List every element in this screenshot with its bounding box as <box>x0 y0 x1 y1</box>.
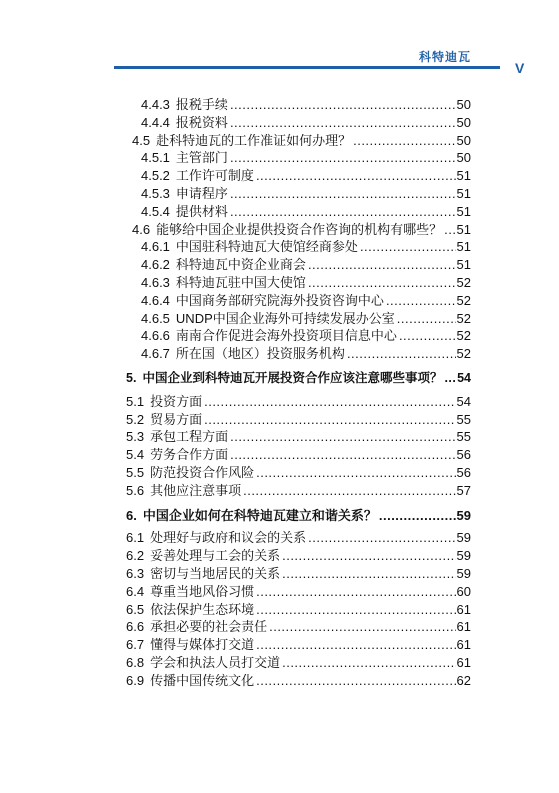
toc-entry-label <box>126 464 254 482</box>
toc-entry-number: 6.1 <box>126 530 145 546</box>
toc-entry-label <box>141 327 397 345</box>
toc-entry-number: 6.8 <box>126 654 145 670</box>
toc-entry <box>126 547 471 565</box>
toc-entry-title: 能够给中国企业提供投资合作咨询的机构有哪些？ <box>156 221 443 237</box>
toc-entry-number: 4.6.3 <box>141 274 170 290</box>
toc-entry-title: 报税资料 <box>175 114 228 130</box>
toc-entry-title: 所在国（地区）投资服务机构 <box>175 346 345 362</box>
toc-entry-number: 6.2 <box>126 548 145 564</box>
toc-leader-dots <box>256 672 455 690</box>
toc-leader-dots <box>397 310 456 328</box>
toc-entry <box>126 345 471 363</box>
toc-entry-label <box>126 547 280 565</box>
toc-entry <box>126 238 471 256</box>
toc-entry-label <box>141 114 228 132</box>
toc-chapter-entry <box>126 507 471 525</box>
toc-leader-dots <box>230 446 455 464</box>
toc-leader-dots <box>308 256 456 274</box>
toc-entry-label <box>141 274 306 292</box>
toc-entry-title: 其他应注意事项 <box>150 482 242 498</box>
toc-leader-dots <box>353 132 455 150</box>
toc-leader-dots <box>386 292 456 310</box>
toc-page-number: 50 <box>456 132 471 148</box>
toc-leader-dots <box>282 547 455 565</box>
toc-entry <box>126 446 471 464</box>
toc-entry-title: 投资方面 <box>150 393 203 409</box>
toc-chapter-entry <box>126 370 471 388</box>
toc-entry-label <box>126 565 280 583</box>
toc-entry-title: 密切与当地居民的关系 <box>150 565 281 581</box>
running-header-title: 科特迪瓦 <box>418 50 471 64</box>
toc-leader-dots <box>308 529 455 547</box>
toc-leader-dots <box>204 411 455 429</box>
toc-entry <box>126 96 471 114</box>
toc-entry <box>126 292 471 310</box>
toc-leader-dots <box>243 482 455 500</box>
toc-page-number: 59 <box>456 530 471 546</box>
toc-page-number: 51 <box>456 168 471 184</box>
toc-leader-dots <box>399 327 456 345</box>
toc-entry-label <box>126 529 306 547</box>
toc-entry-title: 报税手续 <box>175 97 228 112</box>
toc-leader-dots <box>282 654 455 672</box>
toc-entry-title: 懂得与媒体打交道 <box>150 637 255 653</box>
toc-entry-label <box>126 507 377 525</box>
toc-entry-label <box>141 167 254 185</box>
toc-entry-label <box>126 411 202 429</box>
toc-entry-label <box>126 482 241 500</box>
toc-entry-title: 科特迪瓦驻中国大使馆 <box>175 274 306 290</box>
toc-leader-dots <box>230 114 456 132</box>
toc-leader-dots <box>230 149 456 167</box>
toc-entry-label <box>132 132 351 150</box>
toc-entry <box>126 411 471 429</box>
toc-entry <box>126 132 471 150</box>
toc-leader-dots <box>360 238 456 256</box>
toc-page-number: 51 <box>456 239 471 255</box>
toc-page-number: 56 <box>456 447 471 463</box>
toc-entry-number: 4.5.2 <box>141 168 170 184</box>
toc-entry-title: 赴科特迪瓦的工作准证如何办理？ <box>156 132 352 148</box>
toc-entry-title: 承担必要的社会责任 <box>150 619 268 635</box>
toc-page-number: 50 <box>456 97 471 112</box>
toc-entry-number: 5.1 <box>126 393 145 409</box>
toc-page-number: 51 <box>456 203 471 219</box>
toc-page-number: 56 <box>456 464 471 480</box>
toc-entry-number: 4.6 <box>132 221 151 237</box>
toc-entry <box>126 482 471 500</box>
toc-entry-title: 处理好与政府和议会的关系 <box>150 530 307 546</box>
toc-page-number: 59 <box>456 565 471 581</box>
toc-entry-number: 6.5 <box>126 601 145 617</box>
toc-page-number: 52 <box>456 328 471 344</box>
toc-entry-label <box>126 446 228 464</box>
toc-page-number: 50 <box>456 150 471 166</box>
toc-page-number: 59 <box>456 548 471 564</box>
toc-entry-title: 承包工程方面 <box>150 429 229 445</box>
toc-entry-title: 申请程序 <box>175 185 228 201</box>
toc-entry-number: 4.6.2 <box>141 257 170 273</box>
toc-page-number: 61 <box>456 637 471 653</box>
toc-leader-dots <box>308 274 456 292</box>
toc-entry-number: 5.6 <box>126 482 145 498</box>
toc-leader-dots <box>444 221 455 239</box>
toc-entry <box>126 393 471 411</box>
toc-page-number: 62 <box>456 672 471 688</box>
toc-leader-dots <box>256 636 455 654</box>
table-of-contents <box>126 96 471 690</box>
toc-entry <box>126 185 471 203</box>
toc-entry-title: 依法保护生态环境 <box>150 601 255 617</box>
toc-page-number: 61 <box>456 601 471 617</box>
toc-entry-number: 4.5.1 <box>141 150 170 166</box>
toc-entry-title: 贸易方面 <box>150 411 203 427</box>
toc-leader-dots <box>256 464 455 482</box>
toc-page-number: 51 <box>456 257 471 273</box>
toc-entry-number: 4.4.4 <box>141 114 170 130</box>
toc-page-number: 59 <box>456 507 471 523</box>
toc-entry-number: 5. <box>126 370 137 385</box>
toc-entry-label <box>126 618 267 636</box>
toc-entry-number: 5.5 <box>126 464 145 480</box>
toc-entry-number: 4.6.1 <box>141 239 170 255</box>
toc-entry-label <box>126 370 442 388</box>
toc-entry-title: 劳务合作方面 <box>150 447 229 463</box>
toc-entry-label <box>141 345 345 363</box>
toc-entry-title: 防范投资合作风险 <box>150 464 255 480</box>
toc-entry <box>126 114 471 132</box>
toc-entry-title: 提供材料 <box>175 203 228 219</box>
toc-entry-number: 4.5.3 <box>141 185 170 201</box>
toc-entry-title: 工作许可制度 <box>175 168 254 184</box>
toc-leader-dots <box>444 370 456 388</box>
toc-leader-dots <box>269 618 455 636</box>
toc-page-number: 55 <box>456 429 471 445</box>
toc-leader-dots <box>230 203 456 221</box>
toc-entry-title: 学会和执法人员打交道 <box>150 654 281 670</box>
toc-entry-label <box>141 185 228 203</box>
toc-entry-label <box>141 149 228 167</box>
toc-entry <box>126 672 471 690</box>
toc-page-number: 52 <box>456 274 471 290</box>
toc-entry-number: 5.3 <box>126 429 145 445</box>
toc-entry-label <box>126 428 228 446</box>
toc-entry-number: 6. <box>126 507 137 523</box>
toc-entry-title: UNDP中国企业海外可持续发展办公室 <box>175 310 395 326</box>
toc-entry-number: 4.6.7 <box>141 346 170 362</box>
toc-leader-dots <box>282 565 455 583</box>
toc-entry-label <box>141 96 228 114</box>
toc-entry-number: 5.4 <box>126 447 145 463</box>
toc-entry-number: 6.4 <box>126 583 145 599</box>
toc-entry-number: 6.9 <box>126 672 145 688</box>
toc-entry <box>126 565 471 583</box>
toc-entry <box>126 654 471 672</box>
toc-entry-title: 主管部门 <box>175 150 228 166</box>
toc-entry-label <box>141 238 358 256</box>
toc-leader-dots <box>256 583 455 601</box>
toc-entry-title: 传播中国传统文化 <box>150 672 255 688</box>
toc-entry-label <box>126 583 254 601</box>
toc-page-number: 50 <box>456 114 471 130</box>
toc-entry-label <box>141 256 306 274</box>
toc-leader-dots <box>347 345 456 363</box>
toc-entry-number: 5.2 <box>126 411 145 427</box>
toc-entry <box>126 149 471 167</box>
toc-leader-dots <box>256 601 455 619</box>
toc-entry-title: 妥善处理与工会的关系 <box>150 548 281 564</box>
toc-entry <box>126 203 471 221</box>
toc-entry <box>126 601 471 619</box>
toc-entry-number: 4.5 <box>132 132 151 148</box>
toc-entry <box>126 221 471 239</box>
toc-page-number: 52 <box>456 292 471 308</box>
toc-entry <box>126 310 471 328</box>
toc-entry-number: 4.6.6 <box>141 328 170 344</box>
toc-entry <box>126 274 471 292</box>
toc-entry-label <box>132 221 442 239</box>
toc-entry-title: 中国商务部研究院海外投资咨询中心 <box>175 292 384 308</box>
toc-entry-number: 6.7 <box>126 637 145 653</box>
toc-page-number: 57 <box>456 482 471 498</box>
toc-entry <box>126 529 471 547</box>
toc-entry <box>126 256 471 274</box>
toc-leader-dots <box>204 393 455 411</box>
toc-leader-dots <box>256 167 456 185</box>
toc-entry-label <box>126 672 254 690</box>
toc-entry-label <box>141 203 228 221</box>
toc-page-number: 51 <box>456 221 471 237</box>
toc-entry-number: 4.6.5 <box>141 310 170 326</box>
toc-entry-title: 尊重当地风俗习惯 <box>150 583 255 599</box>
toc-entry-number: 6.6 <box>126 619 145 635</box>
toc-page-number: 54 <box>457 370 471 385</box>
toc-entry <box>126 327 471 345</box>
toc-entry <box>126 618 471 636</box>
toc-entry-label <box>126 654 280 672</box>
toc-page-number: 61 <box>456 619 471 635</box>
toc-leader-dots <box>230 185 456 203</box>
toc-entry-label <box>141 292 384 310</box>
toc-leader-dots <box>230 428 455 446</box>
toc-page-number: 52 <box>456 346 471 362</box>
toc-leader-dots <box>379 507 456 525</box>
toc-entry <box>126 464 471 482</box>
toc-entry <box>126 428 471 446</box>
toc-leader-dots <box>230 96 456 114</box>
toc-entry-title: 中国驻科特迪瓦大使馆经商参处 <box>175 239 358 255</box>
toc-page-number: 51 <box>456 185 471 201</box>
toc-page-number: 54 <box>456 393 471 409</box>
toc-entry-label <box>126 636 254 654</box>
toc-entry-title: 中国企业到科特迪瓦开展投资合作应该注意哪些事项？ <box>142 370 443 385</box>
toc-entry-label <box>126 601 254 619</box>
toc-entry-title: 中国企业如何在科特迪瓦建立和谐关系？ <box>142 507 377 523</box>
header-rule <box>114 66 500 69</box>
toc-entry <box>126 167 471 185</box>
toc-page-number: 61 <box>456 654 471 670</box>
toc-page-number: 52 <box>456 310 471 326</box>
toc-entry-number: 4.6.4 <box>141 292 170 308</box>
toc-entry <box>126 583 471 601</box>
toc-entry-title: 南南合作促进会海外投资项目信息中心 <box>175 328 397 344</box>
page-number: V <box>515 60 525 76</box>
toc-entry-label <box>126 393 202 411</box>
toc-page-number: 60 <box>456 583 471 599</box>
toc-entry-number: 4.4.3 <box>141 97 170 112</box>
toc-entry-title: 科特迪瓦中资企业商会 <box>175 257 306 273</box>
toc-entry-number: 6.3 <box>126 565 145 581</box>
toc-entry-number: 4.5.4 <box>141 203 170 219</box>
toc-page-number: 55 <box>456 411 471 427</box>
toc-entry <box>126 636 471 654</box>
toc-entry-label <box>141 310 395 328</box>
